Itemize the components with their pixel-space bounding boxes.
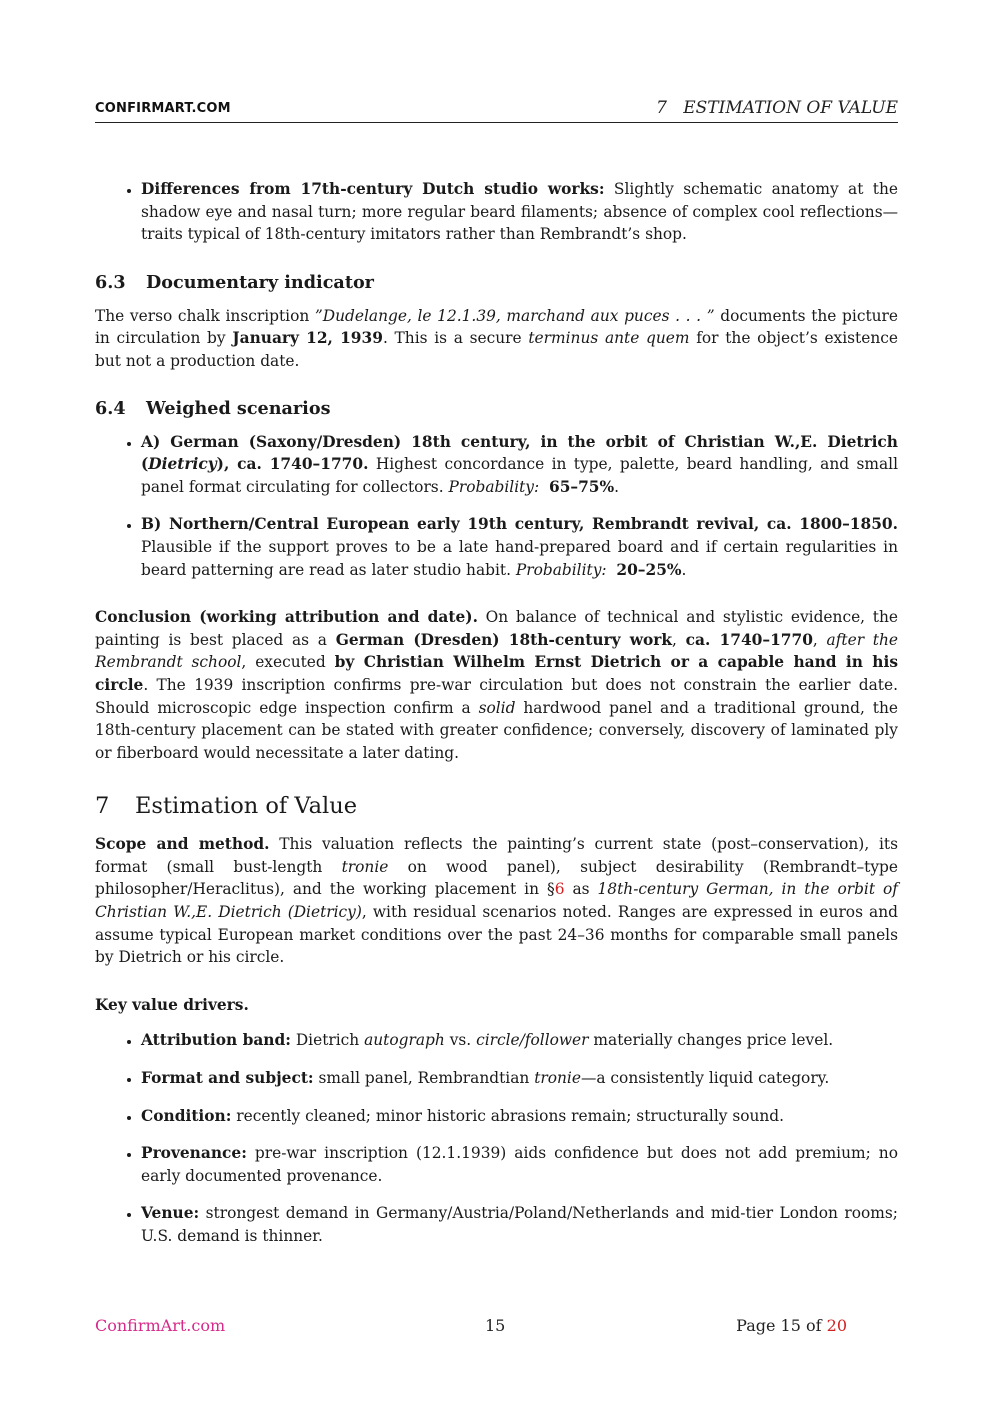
page-body xyxy=(95,178,898,1248)
section-heading-6-3: 6.3 Documentary indicator xyxy=(95,271,374,293)
section-reference-link[interactable]: 6 xyxy=(554,880,565,899)
header-section-title: 7 ESTIMATION OF VALUE xyxy=(656,98,898,118)
footer-page-of: Page 15 of 20 xyxy=(736,1316,847,1335)
list-item: • Format and subject: small panel, Rembrandtian tronie—a consistently liquid category. xyxy=(141,1067,898,1090)
documentary-paragraph: The verso chalk inscription ”Dudelange, le 12.1.39, marchand aux puces . . . ” documents the picture in circulation by January 12, 1939. This is a secure terminus ante quem for the object’s existence but not a production date. xyxy=(95,306,899,370)
drivers-heading: Key value drivers. xyxy=(95,995,249,1014)
list-item: • Condition: recently cleaned; minor historic abrasions remain; structurally sound. xyxy=(141,1105,898,1128)
footer-site-link[interactable]: ConfirmArt.com xyxy=(95,1316,226,1335)
section-heading-7: 7 Estimation of Value xyxy=(95,793,358,820)
list-item: • Differences from 17th-century Dutch studio works: Slightly schematic anatomy at the shadow eye and nasal turn; more regular beard filaments; absence of complex cool reflections—traits typical of 18th-century imitators rather than Rembrandt’s shop. xyxy=(141,178,898,246)
list-item: • B) Northern/Central European early 19th century, Rembrandt revival, ca. 1800–1850. Plausible if the support proves to be a late hand-prepared board and if certain regularities in beard patterning are read as later studio habit. Probability: 20–25%. xyxy=(141,513,898,581)
scenarios-list xyxy=(95,431,898,582)
conclusion-paragraph: Conclusion (working attribution and date). On balance of technical and stylistic evidence, the painting is best placed as a German (Dresden) 18th-century work, ca. 1740–1770, after the Rembrandt school, executed by Christian Wilhelm Ernst Dietrich or a capable hand in his circle. The 1939 inscription confirms pre-war circulation but does not constrain the earlier date. Should microscopic edge inspection confirm a solid hardwood panel and a traditional ground, the 18th-century placement can be stated with greater confidence; conversely, discovery of laminated ply or fiberboard would necessitate a later dating. xyxy=(95,608,899,762)
list-item: • Provenance: pre-war inscription (12.1.1939) aids confidence but does not add premium; no early documented provenance. xyxy=(141,1142,898,1187)
list-item: • A) German (Saxony/Dresden) 18th century, in the orbit of Christian W.,E. Dietrich (Dietricy), ca. 1740–1770. Highest concordance in type, palette, beard handling, and small panel format circulating for collectors. Probability: 65–75%. xyxy=(141,431,898,499)
footer-page-number: 15 xyxy=(485,1316,506,1335)
list-item: • Venue: strongest demand in Germany/Austria/Poland/Netherlands and mid-tier London rooms; U.S. demand is thinner. xyxy=(141,1202,898,1247)
list-item: • Attribution band: Dietrich autograph vs. circle/follower materially changes price level. xyxy=(141,1029,898,1052)
differences-list xyxy=(95,178,898,246)
confirmart-logo: CONFIRMART.COM xyxy=(95,101,231,116)
value-drivers-list xyxy=(95,1029,898,1247)
section-heading-6-4: 6.4 Weighed scenarios xyxy=(95,397,331,419)
scope-paragraph: Scope and method. This valuation reflects the painting’s current state (post–conservation), its format (small bust-length tronie on wood panel), subject desirability (Rembrandt–type philosopher/Heraclitus), and the working placement in §6 as 18th-century German, in the orbit of Christian W.,E. Dietrich (Dietricy), with residual scenarios noted. Ranges are expressed in euros and assume typical European market conditions over the past 24–36 months for comparable small panels by Dietrich or his circle. xyxy=(95,835,898,967)
total-pages-link[interactable]: 20 xyxy=(826,1316,847,1335)
running-header xyxy=(95,98,898,123)
